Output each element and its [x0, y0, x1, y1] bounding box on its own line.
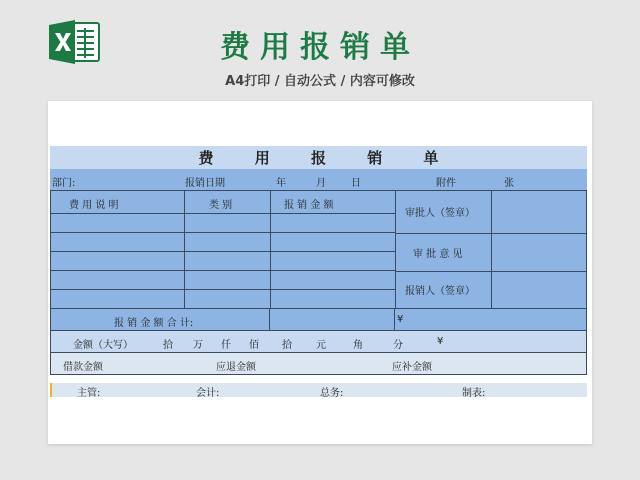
month-label: 月	[316, 178, 326, 189]
claimant-label: 报销人（签章）	[405, 286, 475, 297]
unit-bai: 佰	[249, 340, 259, 351]
total-currency: ¥	[397, 314, 404, 325]
spreadsheet-preview	[48, 101, 592, 444]
info-row	[50, 169, 587, 190]
day-label: 日	[351, 178, 361, 189]
form-title-row	[50, 146, 587, 169]
year-label: 年	[276, 178, 286, 189]
unit-wan: 万	[193, 340, 203, 351]
expense-table	[50, 190, 587, 309]
approver-label: 审批人（签章）	[405, 208, 475, 219]
sheets-label: 张	[504, 178, 514, 189]
page-title: 费用报销单	[220, 30, 420, 65]
general-affairs-label: 总务:	[320, 388, 344, 399]
attachment-label: 附件	[436, 178, 456, 189]
reimbursement-form	[50, 146, 587, 397]
unit-qian: 仟	[221, 340, 231, 351]
form-title: 费 用 报 销 单	[198, 149, 457, 167]
col-header-amount: 报 销 金 额	[284, 200, 334, 211]
unit-jiao: 角	[353, 340, 363, 351]
total-row	[50, 309, 587, 331]
supervisor-label: 主管:	[77, 388, 101, 399]
refund-amount-label: 应退金额	[216, 362, 256, 373]
date-label: 报销日期	[185, 178, 225, 189]
loan-row	[50, 353, 587, 375]
preparer-label: 制表:	[462, 388, 486, 399]
col-header-category: 类 别	[209, 200, 233, 211]
amount-words-row	[50, 331, 587, 353]
amount-words-label: 金额（大写）	[73, 340, 133, 351]
total-label: 报 销 金 额 合 计:	[114, 318, 194, 329]
opinion-label: 审 批 意 见	[413, 249, 463, 260]
amount-currency: ¥	[437, 336, 444, 347]
accountant-label: 会计:	[196, 388, 220, 399]
loan-amount-label: 借款金额	[63, 362, 103, 373]
unit-ten: 拾	[163, 340, 173, 351]
supplement-amount-label: 应补金额	[392, 362, 432, 373]
dept-label: 部门:	[52, 178, 76, 189]
col-header-description: 费 用 说 明	[69, 200, 119, 211]
page-subtitle: A4打印 / 自动公式 / 内容可修改	[225, 74, 415, 89]
signature-row	[50, 383, 587, 397]
unit-fen: 分	[393, 340, 403, 351]
unit-yuan: 元	[316, 340, 326, 351]
unit-shi: 拾	[282, 340, 292, 351]
